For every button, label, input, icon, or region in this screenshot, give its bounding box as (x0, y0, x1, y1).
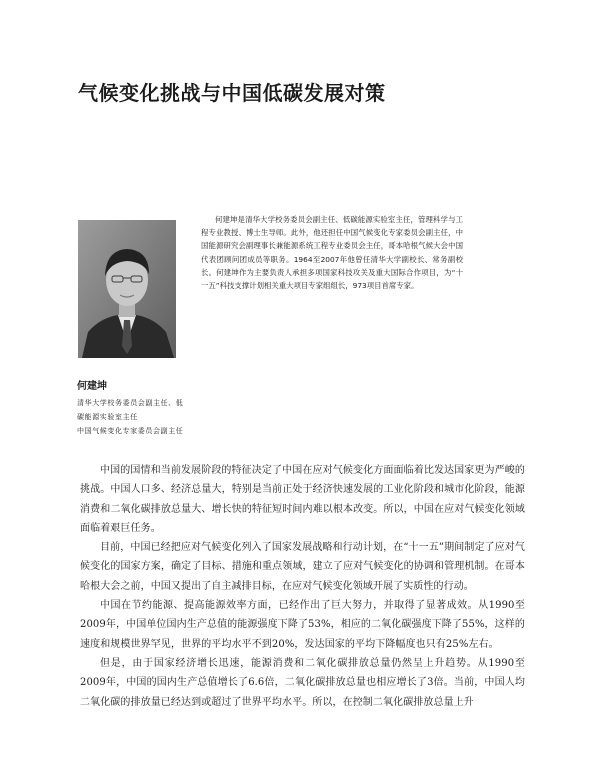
body-paragraph: 目前，中国已经把应对气候变化列入了国家发展战略和行动计划，在“十一五”期间制定了应对气候变化的国家方案，确定了目标、措施和重点领域，建立了应对气候变化的协调和管理机制。在哥本哈根大会之前，中国又提出了自主减排目标，在应对气候变化领域开展了实质性的行动。 (80, 542, 525, 592)
body-paragraph: 但是，由于国家经济增长迅速，能源消费和二氧化碳排放总量仍然呈上升趋势。从1990至2009年，中国的国内生产总值增长了6.6倍，二氧化碳排放总量也相应增长了3倍。当前，中国人均二氧化碳的排放量已经达到或超过了世界平均水平。所以，在控制二氧化碳排放总量上升 (80, 657, 525, 708)
author-role: 碳能源实验室主任 (77, 413, 138, 421)
author-bio: 何建坤是清华大学校务委员会副主任、低碳能源实验室主任，管理科学与工程专业教授、博士生导师。此外，他还担任中国气候变化专家委员会副主任，中国能源研究会副理事长兼能源系统工程专业委员会主任，哥本哈根气候大会中国代表团顾问团成员等职务。1964至2007年他曾任清华大学副校长、常务副校长。何建坤作为主要负责人承担多项国家科技攻关及重大国际合作项目，为“十一五”科技支撑计划相关重大项目专家组组长，973项目首席专家。 (201, 215, 463, 291)
author-role: 中国气候变化专家委员会副主任 (77, 427, 184, 435)
article-body (80, 461, 525, 712)
author-role: 清华大学校务委员会副主任、低 (77, 399, 184, 407)
author-caption (77, 377, 183, 438)
body-paragraph: 中国在节约能源、提高能源效率方面，已经作出了巨大努力，并取得了显著成效。从1990至2009年，中国单位国内生产总值的能源强度下降了53%，相应的二氧化碳强度下降了55%，这样的速度和规模世界罕见，世界的平均水平不到20%，发达国家的平均下降幅度也只有25%左右。 (80, 600, 525, 650)
author-photo (78, 220, 176, 358)
portrait-image (78, 220, 176, 358)
article-title: 气候变化挑战与中国低碳发展对策 (78, 81, 386, 105)
body-paragraph: 中国的国情和当前发展阶段的特征决定了中国在应对气候变化方面面临着比发达国家更为严峻的挑战。中国人口多、经济总量大，特别是当前正处于经济快速发展的工业化阶段和城市化阶段，能源消费和二氧化碳排放总量大、增长快的特征短时间内难以根本改变。所以，中国在应对气候变化领域面临着艰巨任务。 (80, 465, 525, 534)
author-name: 何建坤 (77, 381, 107, 392)
